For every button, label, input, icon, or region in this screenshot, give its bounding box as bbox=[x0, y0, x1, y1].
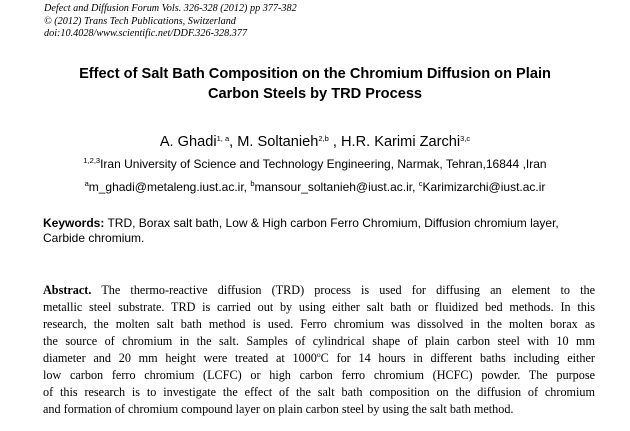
abstract-line-4: the source of chromium in the salt. Samples of cylindrical shape of plain carbon steel with 10 mm bbox=[43, 334, 595, 348]
author-name: A. Ghadi bbox=[159, 134, 217, 150]
email-address[interactable]: m_ghadi@metaleng.iust.ac.ir, bbox=[88, 180, 247, 194]
abstract-line-1: The thermo-reactive diffusion (TRD) process is used for diffusing an element to the bbox=[91, 283, 595, 297]
abstract-section bbox=[43, 282, 595, 418]
degree-superscript: o bbox=[316, 350, 321, 359]
abstract-line-6: low carbon ferro chromium (LCFC) or high carbon ferro chromium (HCFC) powder. The purpose bbox=[43, 368, 595, 382]
paper-title bbox=[0, 64, 630, 104]
abstract-line-8: and formation of chromium compound layer on plain carbon steel by using the salt bath method. bbox=[43, 402, 514, 416]
email-mark: a bbox=[84, 179, 89, 188]
abstract-label: Abstract. bbox=[43, 283, 92, 297]
email-address[interactable]: Karimizarchi@iust.ac.ir bbox=[422, 180, 546, 194]
abstract-line-5-end: C for 14 hours in different baths including either bbox=[320, 351, 595, 365]
author-affiliation-mark: 2,b bbox=[318, 134, 329, 143]
title-line-1: Effect of Salt Bath Composition on the Chromium Diffusion on Plain bbox=[79, 66, 551, 82]
journal-citation: Defect and Diffusion Forum Vols. 326-328 (2012) pp 377-382 bbox=[44, 3, 297, 14]
author-affiliation-mark: 3,c bbox=[460, 134, 471, 143]
author-name: H.R. Karimi Zarchi bbox=[340, 134, 461, 150]
affiliation bbox=[0, 157, 630, 172]
abstract-line-3: research, the molten salt bath method is used. Ferro chromium was dissolved in the molten borax as bbox=[43, 317, 595, 331]
author-affiliation-mark: 1, a bbox=[216, 134, 230, 143]
keywords-label: Keywords: bbox=[43, 216, 105, 230]
keywords-text: TRD, Borax salt bath, Low & High carbon Ferro Chromium, Diffusion chromium layer, bbox=[104, 216, 559, 230]
abstract-line-7: of this research is to investigate the effect of the salt bath composition on the diffusion of chromium bbox=[43, 385, 595, 399]
affiliation-mark: 1,2,3 bbox=[83, 156, 101, 165]
email-list bbox=[0, 180, 630, 195]
email-mark: c bbox=[418, 179, 423, 188]
journal-header bbox=[44, 3, 297, 41]
abstract-line-2: metallic steel substrate. TRD is carried out by using either salt bath or fluidized bed methods. In this bbox=[43, 300, 595, 314]
doi-line: doi:10.4028/www.scientific.net/DDF.326-328.377 bbox=[44, 28, 248, 40]
abstract-line-5-start: diameter and 20 mm height were treated at 1000 bbox=[43, 351, 317, 365]
keywords-text-line-2: Carbide chromium. bbox=[43, 231, 145, 245]
email-mark: b bbox=[250, 179, 255, 188]
affiliation-text: Iran University of Science and Technology Engineering, Narmak, Tehran,16844 ,Iran bbox=[100, 157, 547, 171]
keywords-section bbox=[43, 216, 603, 246]
author-list: A. Ghadi$^{1, a}$, M. Soltanieh$^{2,b}$ , H.R. Karimi Zarchi$^{3,c}$ bbox=[159, 134, 471, 150]
copyright-line: © (2012) Trans Tech Publications, Switzerland bbox=[44, 15, 236, 27]
author-name: M. Soltanieh bbox=[237, 134, 319, 150]
email-address[interactable]: mansour_soltanieh@iust.ac.ir, bbox=[254, 180, 416, 194]
title-line-2: Carbon Steels by TRD Process bbox=[207, 86, 423, 102]
